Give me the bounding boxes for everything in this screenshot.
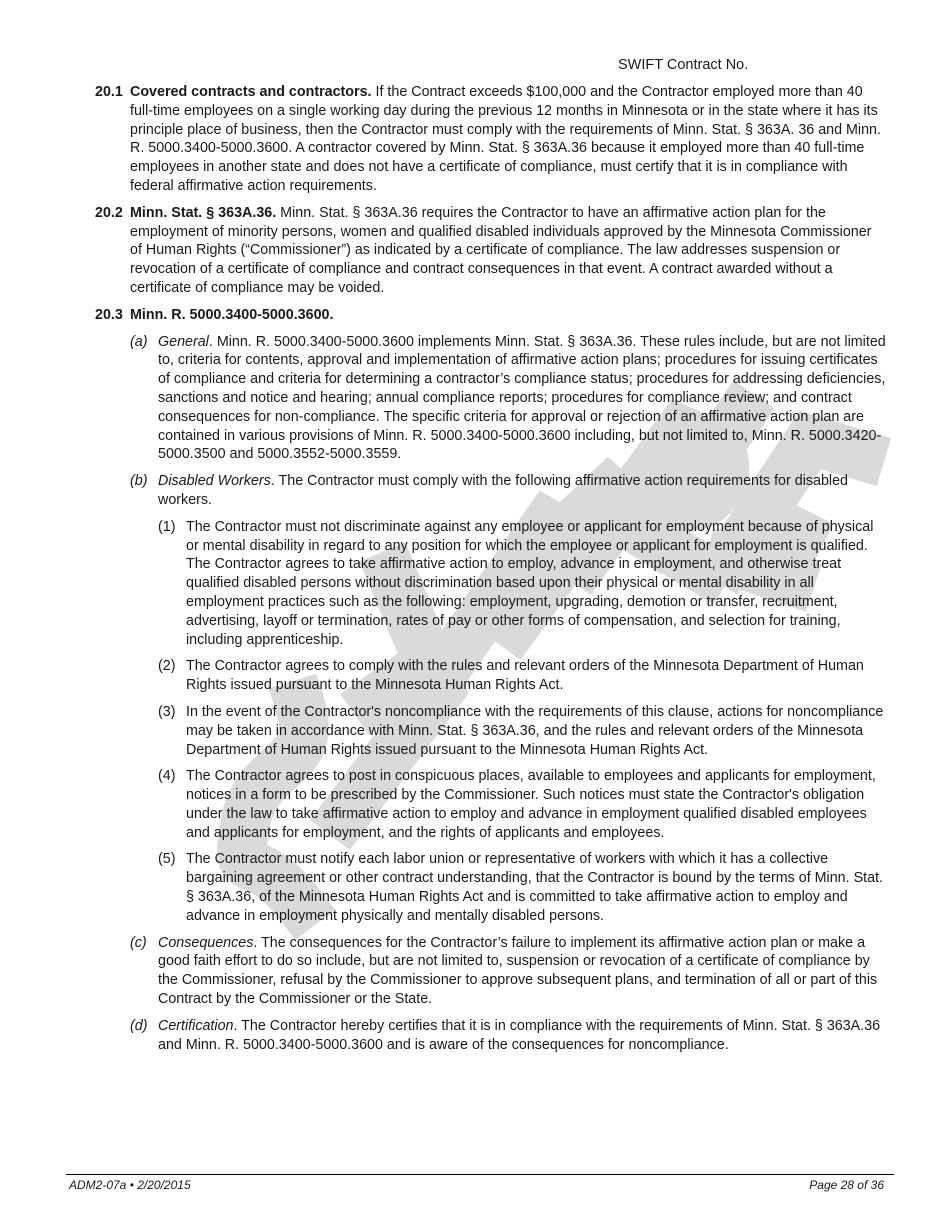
item-text: The Contractor must notify each labor union or representative of workers with which it has a collective bargaining agreement or other contract understanding, that the Contractor is bound by the terms of Minn. Stat. § 363A.36, of the Minnesota Human Rights Act and is committed to take affirmative action to employ and advance in employment physically and mentally disabled persons. xyxy=(186,851,883,924)
subsection-title: General xyxy=(158,333,209,350)
subsection-c-consequences xyxy=(95,934,887,1009)
subsection-letter: (d) xyxy=(130,1017,148,1034)
item-text: The Contractor agrees to comply with the rules and relevant orders of the Minnesota Department of Human Rights issued pursuant to the Minnesota Human Rights Act. xyxy=(186,658,864,694)
footer-divider xyxy=(66,1174,894,1175)
item-number: (3) xyxy=(158,703,176,720)
subsection-text: . The consequences for the Contractor’s failure to implement its affirmative action plan or make a good faith effort to do so include, but are not limited to, suspension or revocation of a certificate of compliance by the Commissioner, refusal by the Commissioner to approve subsequent plans, and termination of all or part of this Contract by the Commissioner or the State. xyxy=(158,934,878,1008)
subsection-title: Disabled Workers xyxy=(158,473,271,490)
section-title: Minn. R. 5000.3400-5000.3600. xyxy=(130,306,334,323)
section-number: 20.3 xyxy=(95,306,123,323)
swift-contract-number: SWIFT Contract No. xyxy=(618,57,749,73)
subsection-text: . The Contractor must comply with the following affirmative action requirements for disabled workers. xyxy=(158,473,848,508)
subsection-text: . The Contractor hereby certifies that it is in compliance with the requirements of Minn. Stat. § 363A.36 and Minn. R. 5000.3400-5000.3600 and is aware of the consequences for noncompliance. xyxy=(158,1017,881,1053)
item-number: (2) xyxy=(158,658,176,675)
item-text: The Contractor agrees to post in conspicuous places, available to employees and applicants for employment, notices in a form to be prescribed by the Commissioner. Such notices must state the Contractor's obligation under the law to take affirmative action to employ and advance in employment qualified disabled employees and applicants for employment, and the rights of applicants and employees. xyxy=(186,768,876,841)
section-number: 20.1 xyxy=(95,84,123,100)
subsection-title: Consequences xyxy=(158,934,254,951)
list-item xyxy=(95,850,887,925)
subsection-a-general xyxy=(95,333,887,465)
subsection-letter: (b) xyxy=(130,473,148,490)
section-number: 20.2 xyxy=(95,204,123,221)
document-body xyxy=(95,83,887,1062)
subsection-d-certification xyxy=(95,1017,887,1055)
footer-page-number: Page 28 of 36 xyxy=(809,1178,884,1192)
subsection-text: . Minn. R. 5000.3400-5000.3600 implements Minn. Stat. § 363A.36. These rules include, but are not limited to, criteria for contents, approval and implementation of affirmative action plans; procedures for issuing certificates of compliance and criteria for determining a contractor’s compliance status; procedures for addressing deficiencies, sanctions and notice and hearing; annual compliance reports; procedures for compliance review; and contract consequences for non-compliance. The specific criteria for approval or rejection of an affirmative action plan are contained in various provisions of Minn. R. 5000.3400-5000.3600 including, but not limited to, Minn. R. 5000.3420-5000.3500 and 5000.3552-5000.3559. xyxy=(158,333,886,463)
list-item xyxy=(95,657,887,695)
subsection-letter: (c) xyxy=(130,934,147,951)
subsection-letter: (a) xyxy=(130,333,148,350)
footer-form-id: ADM2-07a • 2/20/2015 xyxy=(69,1178,191,1192)
item-number: (1) xyxy=(158,518,176,535)
section-20-3 xyxy=(95,306,887,325)
item-text: In the event of the Contractor's noncompliance with the requirements of this clause, actions for noncompliance may be taken in accordance with Minn. Stat. § 363A.36, and the rules and relevant orders of the Minnesota Department of Human Rights issued pursuant to the Minnesota Human Rights Act. xyxy=(186,703,884,758)
item-number: (5) xyxy=(158,851,176,868)
item-number: (4) xyxy=(158,768,176,785)
section-title: Minn. Stat. § 363A.36. xyxy=(130,204,277,221)
list-item xyxy=(95,518,887,650)
section-text: Minn. Stat. § 363A.36 requires the Contractor to have an affirmative action plan for the employment of minority persons, women and qualified disabled individuals approved by the Minnesota Commissioner of Human Rights (“Commissioner”) as indicated by a certificate of compliance. The law addresses suspension or revocation of a certificate of compliance and contract consequences in that event. A contract awarded without a certificate of compliance may be voided. xyxy=(130,204,872,296)
section-title: Covered contracts and contractors. xyxy=(130,84,372,100)
section-text: If the Contract exceeds $100,000 and the Contractor employed more than 40 full-time employees on a single working day during the previous 12 months in Minnesota or in the state where it has its principle place of business, then the Contractor must comply with the requirements of Minn. Stat. § 363A. 36 and Minn. R. 5000.3400-5000.3600. A contractor covered by Minn. Stat. § 363A.36 because it employed more than 40 full-time employees in another state and does not have a certificate of compliance, must certify that it is in compliance with federal affirmative action requirements. xyxy=(130,84,881,194)
list-item xyxy=(95,767,887,842)
section-20-1 xyxy=(95,83,887,196)
section-20-2 xyxy=(95,204,887,298)
subsection-b-disabled-workers xyxy=(95,472,887,510)
list-item xyxy=(95,703,887,759)
item-text: The Contractor must not discriminate against any employee or applicant for employment because of physical or mental disability in regard to any position for which the employee or applicant for employment is qualified. The Contractor agrees to take affirmative action to employ, advance in employment, and otherwise treat qualified disabled persons without discrimination based upon their physical or mental disability in all employment practices such as the following: employment, upgrading, demotion or transfer, recruitment, advertising, layoff or termination, rates of pay or other forms of compensation, and selection for training, including apprenticeship. xyxy=(186,518,874,648)
subsection-title: Certification xyxy=(158,1017,234,1034)
